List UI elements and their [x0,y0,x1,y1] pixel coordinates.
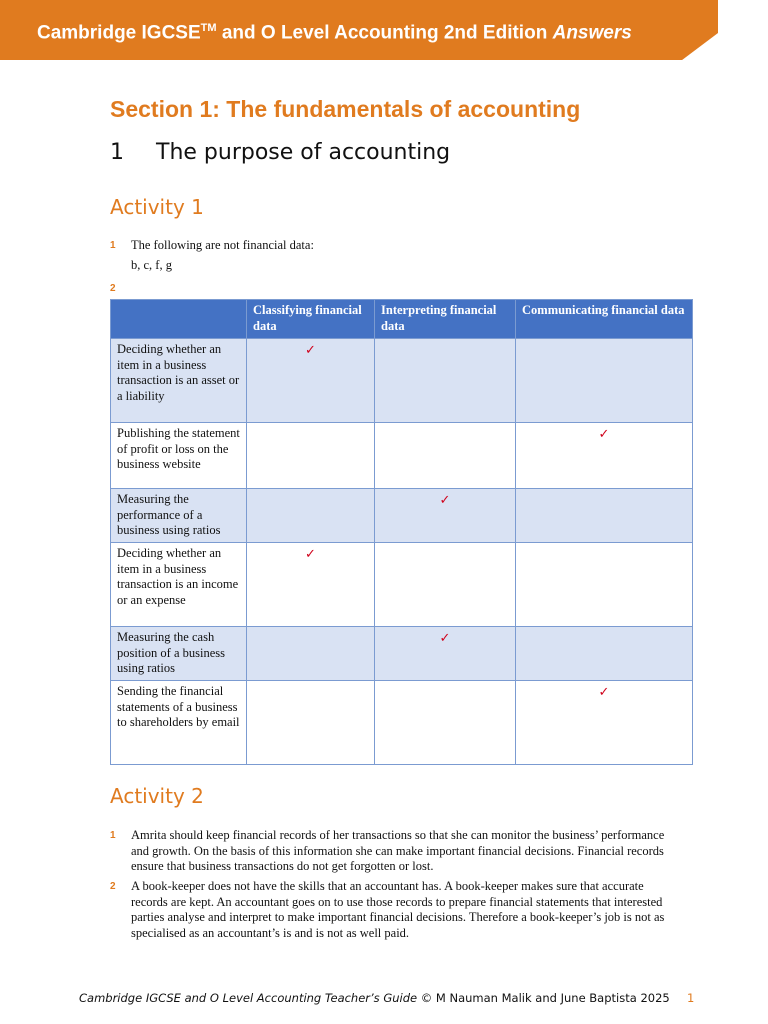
checkmark-icon: ✓ [305,342,316,357]
tick-cell [375,681,516,765]
table-header-communicating: Communicating financial data [516,300,693,339]
row-label: Deciding whether an item in a business transaction is an asset or a liability [111,339,247,423]
tick-cell [247,489,375,543]
activity-2-heading: Activity 2 [110,784,204,808]
question-2-number: 2 [110,283,116,294]
table-row [111,489,693,543]
activity-2-item-2-number: 2 [110,881,116,892]
tick-cell [516,489,693,543]
table-row [111,339,693,423]
tick-cell [516,681,693,765]
tick-cell [247,543,375,627]
table-row [111,681,693,765]
activity-1-heading: Activity 1 [110,195,204,219]
tick-cell [375,543,516,627]
question-1-answer: b, c, f, g [131,258,172,272]
chapter-title: The purpose of accounting [156,140,451,165]
tick-cell [247,339,375,423]
tick-cell [516,339,693,423]
activity-2-item-2-text: A book-keeper does not have the skills that an accountant has. A book-keeper makes sure that accurate records are kept. An accountant goes on to use those records to prepare financial statements that interested parties analyse and interpret to make important financial decisions. Therefore a book-keeper’s job is not as specialised as an accountant’s is and is not as well paid. [131,879,665,940]
tick-cell [247,423,375,489]
row-label: Measuring the performance of a business using ratios [111,489,247,543]
tick-cell [375,489,516,543]
header-title: Cambridge IGCSE™ and O Level Accounting 2nd Edition Answers [37,22,632,44]
table-row [111,627,693,681]
tick-cell [247,681,375,765]
tick-cell [375,627,516,681]
page-number: 1 [687,991,695,1005]
tick-cell [516,543,693,627]
row-label: Publishing the statement of profit or loss on the business website [111,423,247,489]
tick-cell [375,339,516,423]
tick-cell [247,627,375,681]
checkmark-icon: ✓ [598,426,610,441]
table-row [111,423,693,489]
table-header-interpreting: Interpreting financial data [375,300,516,339]
tick-cell [375,423,516,489]
activity-2-item-1-number: 1 [110,830,116,841]
row-label: Measuring the cash position of a business using ratios [111,627,247,681]
footer-text: Cambridge IGCSE and O Level Accounting Teacher’s Guide © M Nauman Malik and June Baptista 2025 [79,991,670,1005]
row-label: Deciding whether an item in a business transaction is an income or an expense [111,543,247,627]
checkmark-icon: ✓ [439,630,451,645]
table-header-row [111,300,693,339]
section-heading: Section 1: The fundamentals of accounting [110,96,581,122]
tick-cell [516,423,693,489]
question-1-text: The following are not financial data: [131,238,314,252]
activity-1-table [110,299,693,765]
activity-2-item-1-text: Amrita should keep financial records of her transactions so that she can monitor the business’ performance and growth. On the basis of this information she can make important financial decisions. Financial records ensure that business transactions do not get forgotten or lost. [131,828,665,873]
tick-cell [516,627,693,681]
checkmark-icon: ✓ [305,546,316,561]
question-1-number: 1 [110,240,116,251]
table-header-classifying: Classifying financial data [247,300,375,339]
chapter-number: 1 [110,140,124,165]
table-row [111,543,693,627]
checkmark-icon: ✓ [598,684,610,699]
chapter-heading [110,140,450,165]
table-header-blank [111,300,247,339]
checkmark-icon: ✓ [439,492,451,507]
row-label: Sending the financial statements of a business to shareholders by email [111,681,247,765]
